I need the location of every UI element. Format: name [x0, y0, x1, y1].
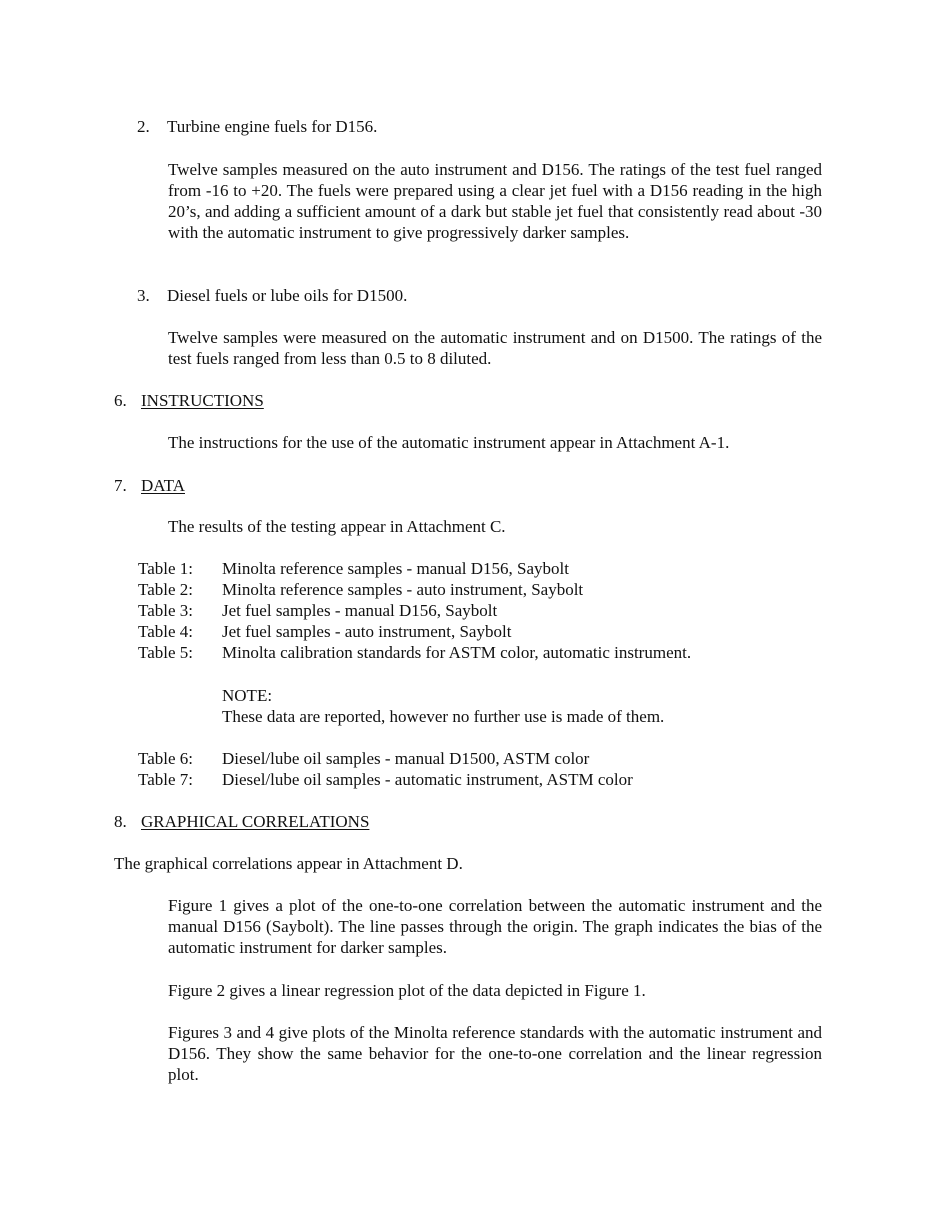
section-6-title: INSTRUCTIONS [141, 391, 264, 410]
table-list-b [138, 748, 633, 790]
table-list-row [138, 621, 691, 642]
table-label: Table 5: [138, 643, 193, 662]
table-list-row [138, 748, 633, 769]
section-8-number: 8. [114, 812, 127, 831]
item-2-number: 2. [137, 117, 150, 136]
graphical-intro: The graphical correlations appear in Attachment D. [114, 854, 463, 873]
section-8-title: GRAPHICAL CORRELATIONS [141, 812, 370, 831]
item-3-title: Diesel fuels or lube oils for D1500. [167, 286, 408, 305]
table-label: Table 7: [138, 770, 193, 789]
section-6-heading [114, 390, 264, 411]
item-2-heading [137, 116, 377, 137]
table-label: Table 3: [138, 601, 193, 620]
figures-3-4-paragraph: Figures 3 and 4 give plots of the Minolta reference standards with the automatic instrument and D156. They show the same behavior for the one-to-one correlation and the linear regression plot. [168, 1023, 822, 1084]
table-label: Table 6: [138, 749, 193, 768]
table-list-row [138, 558, 691, 579]
table-description: Minolta calibration standards for ASTM color, automatic instrument. [222, 643, 692, 662]
table-list-row [138, 769, 633, 790]
table-description: Jet fuel samples - manual D156, Saybolt [222, 601, 498, 620]
table-description: Jet fuel samples - auto instrument, Saybolt [222, 622, 512, 641]
figure-1-paragraph: Figure 1 gives a plot of the one-to-one correlation between the automatic instrument and the manual D156 (Saybolt). The line passes through the origin. The graph indicates the bias of the automatic instrument for darker samples. [168, 896, 822, 957]
item-3-paragraph: Twelve samples were measured on the automatic instrument and on D1500. The ratings of the test fuels ranged from less than 0.5 to 8 diluted. [168, 328, 822, 368]
table-label: Table 2: [138, 580, 193, 599]
section-6-number: 6. [114, 391, 127, 410]
item-3-number: 3. [137, 286, 150, 305]
section-7-heading [114, 475, 185, 496]
note-text: These data are reported, however no further use is made of them. [222, 707, 665, 726]
table-label: Table 4: [138, 622, 193, 641]
instructions-paragraph: The instructions for the use of the automatic instrument appear in Attachment A-1. [168, 433, 730, 452]
table-description: Minolta reference samples - auto instrument, Saybolt [222, 580, 584, 599]
figure-2-paragraph: Figure 2 gives a linear regression plot of the data depicted in Figure 1. [168, 981, 646, 1000]
section-8-heading [114, 811, 369, 832]
table-description: Diesel/lube oil samples - manual D1500, ASTM color [222, 749, 590, 768]
item-3-heading [137, 285, 407, 306]
table-list-a [138, 558, 691, 663]
table-description: Diesel/lube oil samples - automatic instrument, ASTM color [222, 770, 633, 789]
section-7-title: DATA [141, 476, 185, 495]
data-paragraph: The results of the testing appear in Attachment C. [168, 517, 506, 536]
item-2-paragraph: Twelve samples measured on the auto instrument and D156. The ratings of the test fuel ranged from -16 to +20. The fuels were prepared using a clear jet fuel with a D156 reading in the high 20’s, and adding a sufficient amount of a dark but stable jet fuel that consistently read about -30 with the automatic instrument to give progressively darker samples. [168, 160, 822, 242]
table-list-row [138, 642, 691, 663]
section-7-number: 7. [114, 476, 127, 495]
item-2-title: Turbine engine fuels for D156. [167, 117, 378, 136]
note-block [222, 685, 664, 727]
note-label: NOTE: [222, 686, 273, 705]
table-label: Table 1: [138, 559, 193, 578]
table-description: Minolta reference samples - manual D156, Saybolt [222, 559, 569, 578]
table-list-row [138, 579, 691, 600]
table-list-row [138, 600, 691, 621]
